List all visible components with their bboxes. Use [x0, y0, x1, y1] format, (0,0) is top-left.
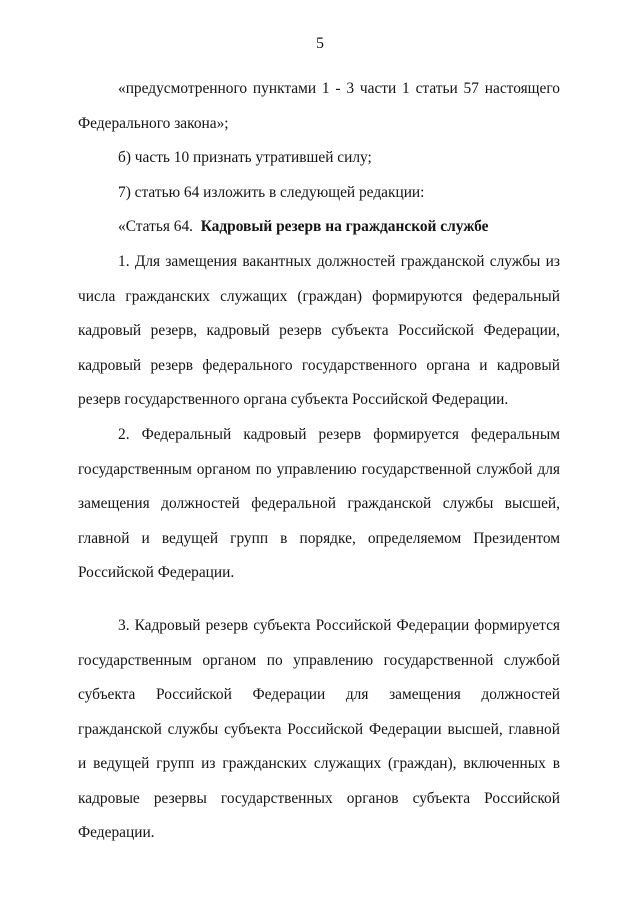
- document-body: [78, 72, 560, 851]
- paragraph-clause-3: 3. Кадровый резерв субъекта Российской Федерации формируется государственным органом по управлению государственной службой субъекта Российской Федерации для замещения должностей гражданской службы субъекта Российской Федерации высшей, главной и ведущей групп из гражданских служащих (граждан), включенных в кадровые резервы государственных органов субъекта Российской Федерации.: [78, 616, 560, 842]
- paragraph-clause-1: 1. Для замещения вакантных должностей гражданской службы из числа гражданских служащих (граждан) формируются федеральный кадровый резерв, кадровый резерв субъекта Российской Федерации, кадровый резерв федерального государственного органа и кадровый резерв государственного органа субъекта Российской Федерации.: [78, 252, 560, 409]
- paragraph-clause-2: 2. Федеральный кадровый резерв формируется федеральным государственным органом по управлению государственной службой для замещения должностей федеральной гражданской службы высшей, главной и ведущей групп в порядке, определяемом Президентом Российской Федерации.: [78, 425, 560, 582]
- paragraph-spacer: [78, 591, 560, 609]
- page-number: 5: [316, 35, 324, 52]
- paragraph-continuation: «предусмотренного пунктами 1 - 3 части 1 статьи 57 настоящего Федерального закона»;: [78, 80, 560, 132]
- article-title: Кадровый резерв на гражданской службе: [200, 218, 489, 236]
- paragraph-item-7: 7) статью 64 изложить в следующей редакции:: [118, 183, 425, 201]
- paragraph-item-b: б) часть 10 признать утратившей силу;: [118, 149, 372, 167]
- article-heading: [78, 210, 560, 245]
- article-prefix: «Статья 64.: [118, 218, 194, 236]
